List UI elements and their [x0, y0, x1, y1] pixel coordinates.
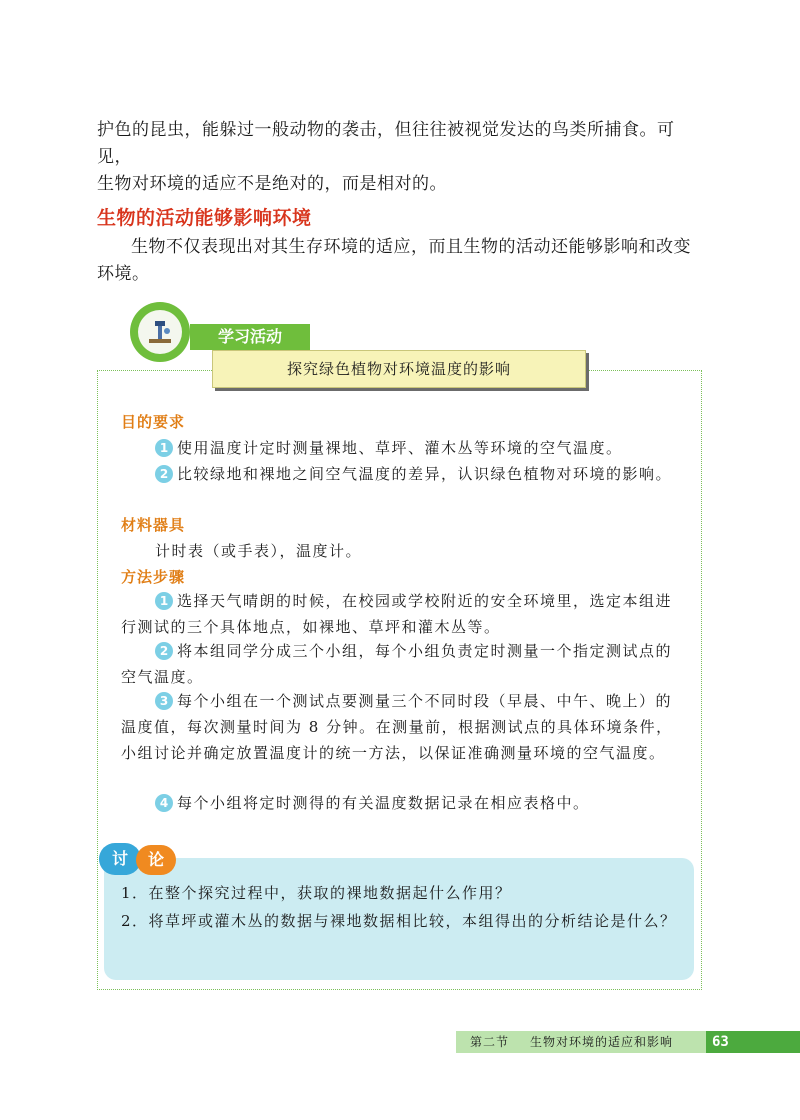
step-item-3: [121, 688, 681, 766]
goals-heading: 目的要求: [121, 413, 186, 431]
intro-line-2: 生物对环境的适应不是绝对的，而是相对的。: [97, 174, 447, 194]
step-text: 每个小组将定时测得的有关温度数据记录在相应表格中。: [177, 794, 590, 812]
step-item-4: [121, 790, 681, 816]
step-text: 选择天气晴朗的时候，在校园或学校附近的安全环境里，选定本组进行测试的三个具体地点，如裸地、草坪和灌木丛等。: [121, 592, 673, 636]
goal-item-2: [121, 461, 681, 487]
footer-section: 第二节: [470, 1035, 510, 1049]
footer-tail: [746, 1031, 800, 1053]
materials-text: 计时表（或手表），温度计。: [155, 542, 363, 560]
microscope-icon-inner: [138, 310, 182, 354]
activity-title: 探究绿色植物对环境温度的影响: [212, 350, 586, 388]
microscope-glyph: [145, 317, 175, 347]
goal-text: 使用温度计定时测量裸地、草坪、灌木丛等环境的空气温度。: [177, 439, 623, 457]
discussion-label-part2: 论: [136, 845, 176, 875]
materials-heading: 材料器具: [121, 516, 186, 534]
footer-chapter-title: 生物对环境的适应和影响: [530, 1035, 674, 1049]
step-item-2: [121, 638, 681, 690]
discussion-item-2: 2．将草坪或灌木丛的数据与裸地数据相比较，本组得出的分析结论是什么？: [121, 912, 677, 930]
goal-item-1: [121, 435, 681, 461]
intro-line-1: 护色的昆虫，能躲过一般动物的袭击，但往往被视觉发达的鸟类所捕食。可见，: [97, 120, 675, 167]
section-heading: 生物的活动能够影响环境: [97, 207, 312, 229]
number-badge: 4: [155, 794, 173, 812]
step-text: 将本组同学分成三个小组，每个小组负责定时测量一个指定测试点的空气温度。: [121, 642, 673, 686]
footer-bar: [456, 1031, 706, 1053]
microscope-icon: [130, 302, 190, 362]
section-paragraph: 生物不仅表现出对其生存环境的适应，而且生物的活动还能够影响和改变环境。: [97, 237, 691, 284]
goal-text: 比较绿地和裸地之间空气温度的差异，认识绿色植物对环境的影响。: [177, 465, 673, 483]
page-number: 63: [706, 1031, 746, 1053]
activity-label: 学习活动: [190, 324, 310, 350]
number-badge: 3: [155, 692, 173, 710]
intro-paragraph: [97, 117, 707, 198]
number-badge: 1: [155, 439, 173, 457]
step-text: 每个小组在一个测试点要测量三个不同时段（早晨、中午、晚上）的温度值，每次测量时间为 8 分钟。在测量前，根据测试点的具体环境条件，小组讨论并确定放置温度计的统一方法，以保证准确测量环境的空气温度。: [121, 692, 673, 762]
discussion-label-part1: 讨: [99, 843, 141, 875]
number-badge: 2: [155, 465, 173, 483]
step-item-1: [121, 588, 681, 640]
steps-heading: 方法步骤: [121, 568, 186, 586]
number-badge: 2: [155, 642, 173, 660]
number-badge: 1: [155, 592, 173, 610]
discussion-item-1: 1．在整个探究过程中，获取的裸地数据起什么作用？: [121, 884, 512, 902]
